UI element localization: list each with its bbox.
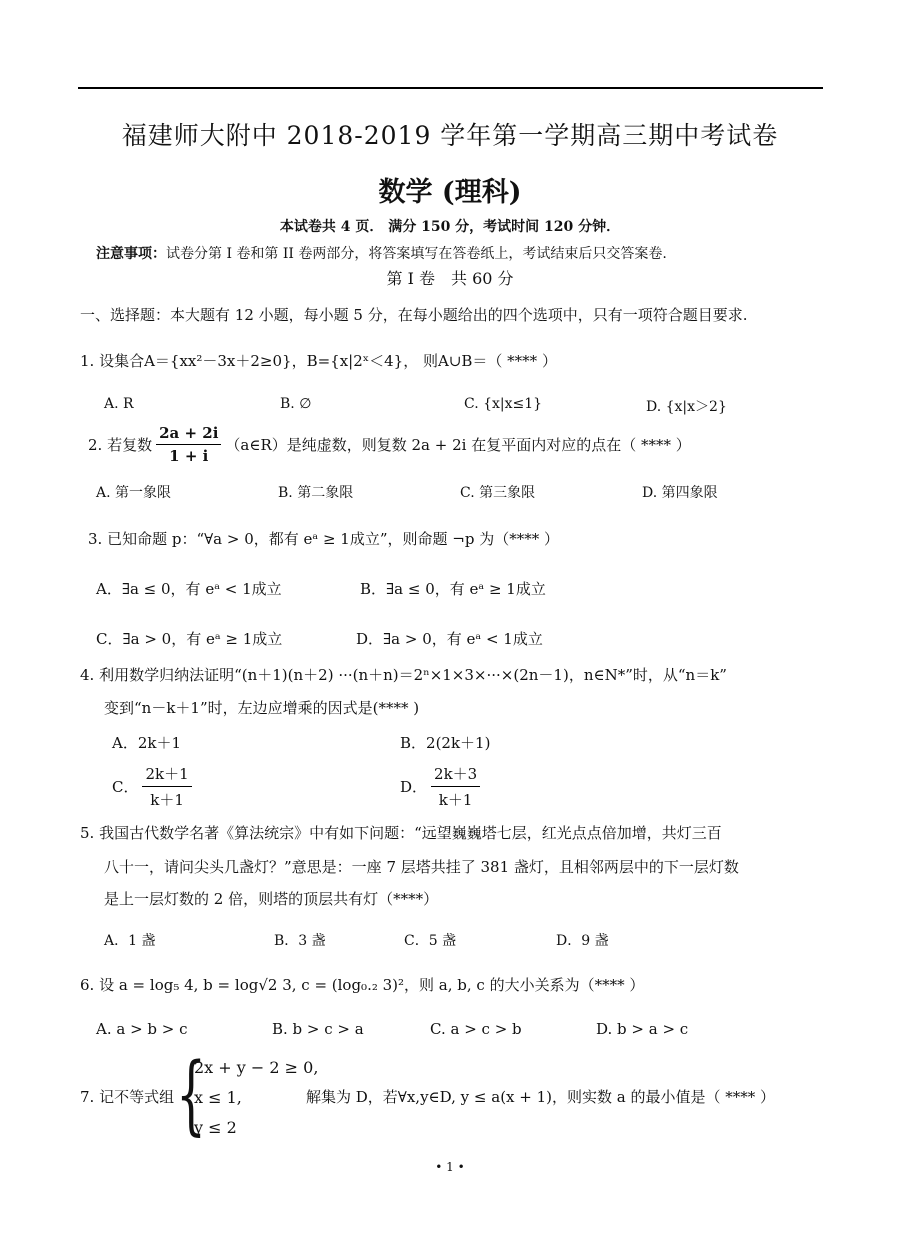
q2-option-a: A. 第一象限 — [96, 485, 172, 501]
q7-system-line-3: y ≤ 2 — [194, 1118, 237, 1137]
q2-option-d: D. 第四象限 — [642, 485, 718, 501]
question-7-pre: 7. 记不等式组 — [80, 1088, 175, 1106]
q5-option-a: A．1 盏 — [104, 933, 156, 949]
section-heading: 一、选择题：本大题有 12 小题，每小题 5 分，在每小题给出的四个选项中，只有一项符合题目要求. — [80, 306, 748, 324]
q4-option-d-denominator: k＋1 — [438, 791, 473, 809]
q4-option-d — [400, 763, 484, 810]
question-6-stem: 6. 设 a = log₅ 4, b = log√2 3, c = (log₀.₂ 3)²，则 a, b, c 的大小关系为（**** ） — [80, 976, 645, 994]
q2-fraction-numerator: 2a + 2i — [156, 424, 221, 445]
q5-option-d: D．9 盏 — [556, 933, 609, 949]
q5-option-b: B．3 盏 — [274, 933, 326, 949]
question-5-line-1: 5. 我国古代数学名著《算法统宗》中有如下问题：“远望巍巍塔七层，红光点点倍加增，共灯三百 — [80, 824, 722, 842]
question-4-line-2: 变到“n－k＋1”时，左边应增乘的因式是(**** ) — [104, 699, 420, 717]
q6-option-b: B. b > c > a — [272, 1020, 364, 1038]
q3-option-a: A．∃a ≤ 0，有 eᵃ < 1成立 — [96, 580, 282, 598]
q2-fraction — [156, 424, 221, 465]
page-number: • 1 • — [435, 1160, 465, 1174]
q6-option-d: D. b > a > c — [596, 1020, 689, 1038]
notice — [96, 243, 667, 263]
q4-option-d-fraction — [431, 763, 480, 810]
question-1-stem: 1. 设集合A＝{xx²－3x＋2≥0}，B={x|2ˣ＜4}， 则A∪B＝（ **** ） — [80, 352, 557, 370]
question-2-stem — [88, 424, 691, 465]
q4-option-c-fraction — [142, 763, 191, 810]
q4-option-c-denominator: k＋1 — [150, 791, 184, 809]
question-4-line-1: 4. 利用数学归纳法证明“(n＋1)(n＋2) ···(n＋n)＝2ⁿ×1×3×···×(2n－1)，n∈N*”时，从“n＝k” — [80, 666, 727, 684]
q3-option-b: B．∃a ≤ 0，有 eᵃ ≥ 1成立 — [360, 580, 546, 598]
exam-info: 本试卷共 4 页． 满分 150 分，考试时间 120 分钟． — [279, 219, 621, 235]
q4-option-c — [112, 763, 196, 810]
q1-option-c: C. {x|x≤1} — [464, 396, 543, 412]
volume-heading: 第 I 卷 共 60 分 — [386, 269, 514, 288]
q2-option-b: B. 第二象限 — [278, 485, 354, 501]
q6-option-a: A. a > b > c — [96, 1020, 188, 1038]
subject-title: 数学 (理科) — [378, 177, 522, 208]
q1-option-d: D. {x|x＞2} — [646, 399, 727, 415]
q4-option-c-label: C． — [112, 778, 139, 796]
q4-option-a: A．2k＋1 — [112, 734, 182, 752]
q4-option-d-label: D． — [400, 778, 428, 796]
q6-option-c: C. a > c > b — [430, 1020, 522, 1038]
q4-option-d-numerator: 2k＋3 — [431, 763, 480, 787]
question-7-post: 解集为 D，若∀x,y∈D, y ≤ a(x + 1)，则实数 a 的最小值是（ **** ） — [306, 1088, 776, 1106]
q1-option-a: A. R — [104, 396, 134, 412]
question-5-line-2: 八十一，请问尖头几盏灯？”意思是：一座 7 层塔共挂了 381 盏灯，且相邻两层中的下一层灯数 — [104, 858, 739, 876]
q4-option-b: B．2(2k＋1) — [400, 734, 491, 752]
q2-option-c: C. 第三象限 — [460, 485, 536, 501]
q2-pre: 2. 若复数 — [88, 436, 153, 454]
q2-post: （a∈R）是纯虚数，则复数 2a + 2i 在复平面内对应的点在（ **** ） — [225, 436, 691, 454]
q5-option-c: C．5 盏 — [404, 933, 457, 949]
top-rule — [78, 87, 823, 89]
q3-option-c: C．∃a > 0，有 eᵃ ≥ 1成立 — [96, 630, 283, 648]
question-5-line-3: 是上一层灯数的 2 倍，则塔的顶层共有灯（****） — [104, 890, 439, 908]
notice-label: 注意事项： — [96, 246, 166, 262]
q7-system-line-1: 2x + y − 2 ≥ 0, — [194, 1058, 319, 1077]
q7-system-brace: { — [176, 1045, 207, 1145]
exam-title: 福建师大附中 2018-2019 学年第一学期高三期中考试卷 — [121, 121, 779, 150]
q2-fraction-denominator: 1 + i — [169, 447, 209, 465]
q4-option-c-numerator: 2k＋1 — [142, 763, 191, 787]
q7-system-line-2: x ≤ 1, — [194, 1088, 242, 1107]
q3-option-d: D．∃a > 0，有 eᵃ < 1成立 — [356, 630, 543, 648]
question-3-stem: 3. 已知命题 p：“∀a > 0，都有 eᵃ ≥ 1成立”，则命题 ¬p 为（**** ） — [88, 530, 559, 548]
q1-option-b: B. ∅ — [280, 396, 312, 412]
notice-text: 试卷分第 I 卷和第 II 卷两部分，将答案填写在答卷纸上，考试结束后只交答案卷. — [166, 246, 667, 262]
